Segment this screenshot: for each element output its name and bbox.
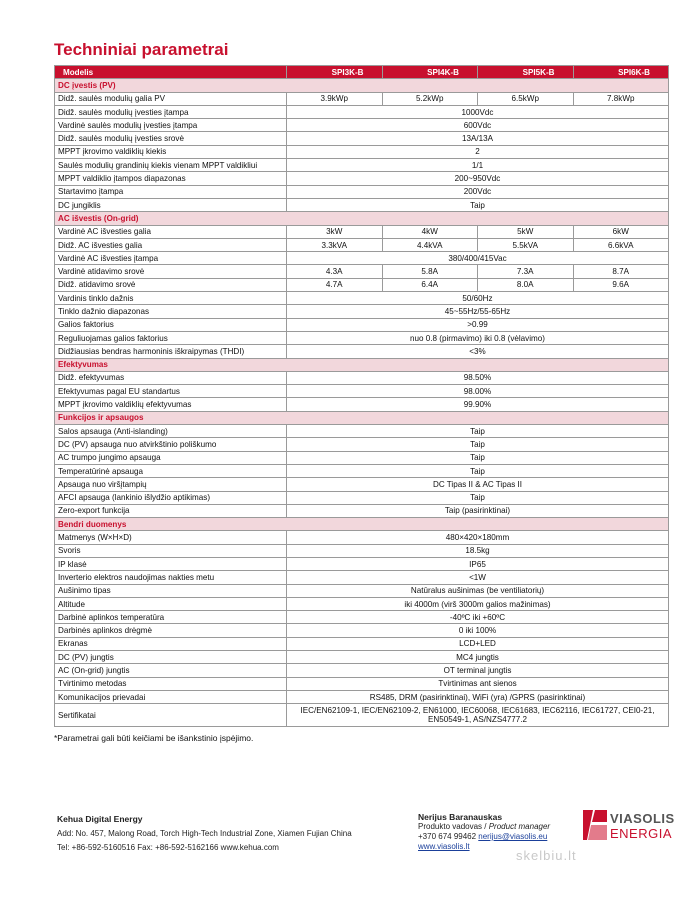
row-label: Tinklo dažnio diapazonas (55, 305, 287, 318)
row-value: Taip (287, 491, 669, 504)
header-model-4: SPI6K-B (573, 66, 669, 79)
contact-role-en: Product manager (488, 822, 551, 831)
row-label: Aušinimo tipas (55, 584, 287, 597)
logo-text-bottom: ENERGIA (610, 826, 673, 841)
viasolis-logo (583, 808, 675, 842)
spec-table (54, 65, 669, 727)
row-label: MPPT valdiklio įtampos diapazonas (55, 172, 287, 185)
table-row (55, 571, 669, 584)
row-label: Apsauga nuo viršįtampių (55, 478, 287, 491)
table-row (55, 119, 669, 132)
table-row (55, 584, 669, 597)
row-label: IP klasė (55, 557, 287, 570)
table-row (55, 252, 669, 265)
page-title: Techniniai parametrai (54, 40, 229, 59)
table-row (55, 597, 669, 610)
section-title: DC įvestis (PV) (55, 79, 669, 92)
table-row (55, 278, 669, 291)
row-label: Didžiausias bendras harmoninis iškraipymas (THDI) (55, 345, 287, 358)
row-value: OT terminal jungtis (287, 664, 669, 677)
row-label: Saulės modulių grandinių kiekis vienam MPPT valdikliui (55, 159, 287, 172)
row-label: AC (On-grid) jungtis (55, 664, 287, 677)
logo-text-top: VIASOLIS (610, 811, 675, 826)
row-value: 0 iki 100% (287, 624, 669, 637)
row-value: <3% (287, 345, 669, 358)
contact-web-link[interactable]: www.viasolis.lt (418, 842, 470, 851)
row-value: Natūralus aušinimas (be ventiliatorių) (287, 584, 669, 597)
section-title: Bendri duomenys (55, 518, 669, 531)
table-row (55, 464, 669, 477)
row-value: RS485, DRM (pasirinktinai), WiFi (yra) /GPRS (pasirinktinai) (287, 690, 669, 703)
row-value: 6.6kVA (573, 238, 669, 251)
section-title: Efektyvumas (55, 358, 669, 371)
row-label: Vardinis tinklo dažnis (55, 292, 287, 305)
row-value: 5.2kWp (382, 92, 478, 105)
table-row (55, 265, 669, 278)
row-value: MC4 jungtis (287, 651, 669, 664)
row-label: DC (PV) jungtis (55, 651, 287, 664)
row-label: AFCI apsauga (lankinio išlydžio aptikimas) (55, 491, 287, 504)
table-row (55, 159, 669, 172)
row-value: 480×420×180mm (287, 531, 669, 544)
company-info (57, 812, 352, 856)
row-value: 9.6A (573, 278, 669, 291)
section-header-row (55, 518, 669, 531)
table-row (55, 305, 669, 318)
table-row (55, 557, 669, 570)
contact-role (418, 822, 550, 832)
row-value: 50/60Hz (287, 292, 669, 305)
row-value: 3.3kVA (287, 238, 383, 251)
row-label: Startavimo įtampa (55, 185, 287, 198)
row-value: 8.7A (573, 265, 669, 278)
row-label: MPPT įkrovimo valdiklių kiekis (55, 145, 287, 158)
table-row (55, 345, 669, 358)
contact-role-lt: Produkto vadovas / (418, 822, 489, 831)
row-value: Taip (287, 464, 669, 477)
table-row (55, 677, 669, 690)
row-label: DC jungiklis (55, 198, 287, 211)
section-header-row (55, 79, 669, 92)
row-value: 7.8kWp (573, 92, 669, 105)
row-label: Didž. AC išvesties galia (55, 238, 287, 251)
row-value: 200~950Vdc (287, 172, 669, 185)
table-row (55, 225, 669, 238)
table-row (55, 491, 669, 504)
row-value: 200Vdc (287, 185, 669, 198)
row-label: Reguliuojamas galios faktorius (55, 331, 287, 344)
row-value: 5.5kVA (478, 238, 574, 251)
table-row (55, 451, 669, 464)
row-value: 6kW (573, 225, 669, 238)
row-label: Efektyvumas pagal EU standartus (55, 385, 287, 398)
header-model-3: SPI5K-B (478, 66, 574, 79)
row-value: <1W (287, 571, 669, 584)
table-row (55, 651, 669, 664)
row-value: 5.8A (382, 265, 478, 278)
row-label: Tvirtinimo metodas (55, 677, 287, 690)
table-row (55, 145, 669, 158)
row-label: Matmenys (W×H×D) (55, 531, 287, 544)
row-value: 6.4A (382, 278, 478, 291)
row-value: 1/1 (287, 159, 669, 172)
footnote: *Parametrai gali būti keičiami be išankstinio įspėjimo. (54, 733, 254, 743)
table-row (55, 132, 669, 145)
row-label: Vardinė atidavimo srovė (55, 265, 287, 278)
row-value: 1000Vdc (287, 105, 669, 118)
row-value: 3kW (287, 225, 383, 238)
table-row (55, 438, 669, 451)
row-label: Salos apsauga (Anti-islanding) (55, 425, 287, 438)
table-row (55, 385, 669, 398)
table-row (55, 318, 669, 331)
section-header-row (55, 411, 669, 424)
row-value: IP65 (287, 557, 669, 570)
row-value: Tvirtinimas ant sienos (287, 677, 669, 690)
row-value: 45~55Hz/55-65Hz (287, 305, 669, 318)
row-value: 98.00% (287, 385, 669, 398)
row-value: 8.0A (478, 278, 574, 291)
row-label: Darbinė aplinkos temperatūra (55, 611, 287, 624)
row-value: 5kW (478, 225, 574, 238)
section-header-row (55, 358, 669, 371)
table-row (55, 624, 669, 637)
row-label: Vardinė AC išvesties galia (55, 225, 287, 238)
row-label: Zero-export funkcija (55, 504, 287, 517)
table-row (55, 185, 669, 198)
row-label: Didž. saulės modulių galia PV (55, 92, 287, 105)
row-label: Ekranas (55, 637, 287, 650)
table-row (55, 331, 669, 344)
row-label: Didž. efektyvumas (55, 371, 287, 384)
section-title: AC išvestis (On-grid) (55, 212, 669, 225)
section-header-row (55, 212, 669, 225)
row-label: MPPT įkrovimo valdiklių efektyvumas (55, 398, 287, 411)
row-label: DC (PV) apsauga nuo atvirkštinio poliškumo (55, 438, 287, 451)
contact-name: Nerijus Baranauskas (418, 812, 503, 822)
row-label: Altitude (55, 597, 287, 610)
table-row (55, 172, 669, 185)
row-value: DC Tipas II & AC Tipas II (287, 478, 669, 491)
row-value: 600Vdc (287, 119, 669, 132)
row-value: Taip (287, 438, 669, 451)
table-row (55, 198, 669, 211)
row-value: Taip (287, 425, 669, 438)
row-value: 380/400/415Vac (287, 252, 669, 265)
row-value: 6.5kWp (478, 92, 574, 105)
table-row (55, 637, 669, 650)
row-value: 99.90% (287, 398, 669, 411)
table-row (55, 398, 669, 411)
table-row (55, 504, 669, 517)
row-label: Didž. saulės modulių įvesties įtampa (55, 105, 287, 118)
row-label: Didž. saulės modulių įvesties srovė (55, 132, 287, 145)
table-row (55, 92, 669, 105)
row-value: 2 (287, 145, 669, 158)
row-label: Didž. atidavimo srovė (55, 278, 287, 291)
row-value: Taip (287, 451, 669, 464)
row-value: Taip (pasirinktinai) (287, 504, 669, 517)
table-row (55, 544, 669, 557)
header-model-1: SPI3K-B (287, 66, 383, 79)
row-value: 4.7A (287, 278, 383, 291)
row-value: 3.9kWp (287, 92, 383, 105)
contact-phone: +370 674 99462 (418, 832, 479, 841)
logo-mark-icon (583, 810, 607, 840)
row-value: >0.99 (287, 318, 669, 331)
row-label: Inverterio elektros naudojimas nakties metu (55, 571, 287, 584)
row-label: AC trumpo jungimo apsauga (55, 451, 287, 464)
row-value: nuo 0.8 (pirmavimo) iki 0.8 (vėlavimo) (287, 331, 669, 344)
watermark: skelbiu.lt (516, 848, 577, 863)
row-value: LCD+LED (287, 637, 669, 650)
contact-phone-email (418, 832, 550, 842)
row-value: 4.4kVA (382, 238, 478, 251)
row-label: Vardinė AC išvesties įtampa (55, 252, 287, 265)
table-row (55, 292, 669, 305)
row-value: 4.3A (287, 265, 383, 278)
row-label: Komunikacijos prievadai (55, 690, 287, 703)
row-value: Taip (287, 198, 669, 211)
row-value: 4kW (382, 225, 478, 238)
table-row (55, 105, 669, 118)
row-value: IEC/EN62109-1, IEC/EN62109-2, EN61000, IEC60068, IEC61683, IEC62116, IEC61727, CEI0-21, EN50549-1, AS/NZS4777.2 (287, 704, 669, 727)
row-value: -40ºC iki +60ºC (287, 611, 669, 624)
company-address: Add: No. 457, Malong Road, Torch High-Tech Industrial Zone, Xiamen Fujian China (57, 828, 352, 838)
table-row (55, 611, 669, 624)
section-title: Funkcijos ir apsaugos (55, 411, 669, 424)
table-header-row (55, 66, 669, 79)
contact-info (418, 812, 550, 852)
table-row (55, 425, 669, 438)
row-value: 7.3A (478, 265, 574, 278)
row-value: 18.5kg (287, 544, 669, 557)
table-row (55, 478, 669, 491)
row-label: Galios faktorius (55, 318, 287, 331)
table-row (55, 531, 669, 544)
row-value: 13A/13A (287, 132, 669, 145)
company-name: Kehua Digital Energy (57, 814, 143, 824)
row-label: Darbinės aplinkos drėgmė (55, 624, 287, 637)
row-value: 98.50% (287, 371, 669, 384)
contact-email-link[interactable]: nerijus@viasolis.eu (478, 832, 548, 841)
row-label: Temperatūrinė apsauga (55, 464, 287, 477)
row-label: Vardinė saulės modulių įvesties įtampa (55, 119, 287, 132)
header-model-label: Modelis (55, 66, 287, 79)
row-label: Sertifikatai (55, 704, 287, 727)
table-row (55, 371, 669, 384)
table-row (55, 238, 669, 251)
table-row (55, 690, 669, 703)
table-row (55, 704, 669, 727)
company-phones: Tel: +86-592-5160516 Fax: +86-592-5162166 www.kehua.com (57, 843, 279, 852)
row-value: iki 4000m (virš 3000m galios mažinimas) (287, 597, 669, 610)
header-model-2: SPI4K-B (382, 66, 478, 79)
row-label: Svoris (55, 544, 287, 557)
table-row (55, 664, 669, 677)
